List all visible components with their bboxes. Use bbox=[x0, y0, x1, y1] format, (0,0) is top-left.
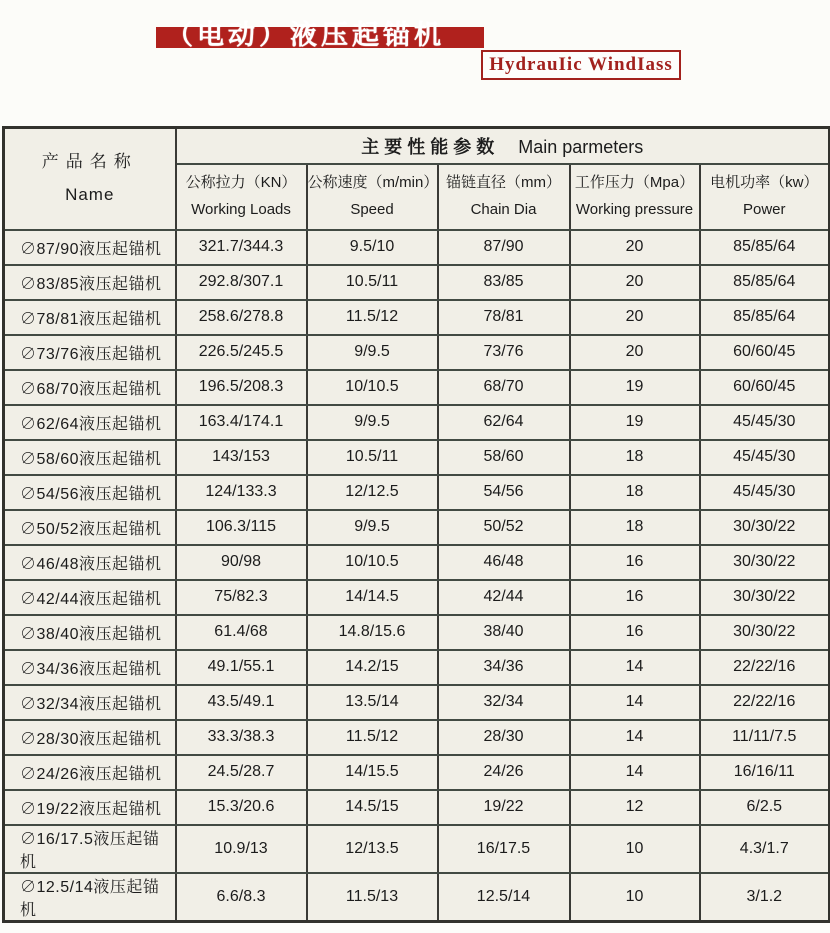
working-load-cell: 49.1/55.1 bbox=[176, 650, 307, 685]
product-name-cell: ∅34/36液压起锚机 bbox=[4, 650, 176, 685]
table-row bbox=[4, 300, 830, 335]
column-header-speed-zh: 公称速度（m/min） bbox=[307, 174, 439, 192]
product-name-cell: ∅24/26液压起锚机 bbox=[4, 755, 176, 790]
power-cell: 30/30/22 bbox=[700, 510, 830, 545]
page-subtitle: HydrauIic WindIass bbox=[489, 54, 673, 75]
pressure-cell: 20 bbox=[570, 230, 700, 265]
pressure-cell: 10 bbox=[570, 873, 700, 922]
column-header-power-en: Power bbox=[743, 200, 786, 218]
product-name-cell: ∅58/60液压起锚机 bbox=[4, 440, 176, 475]
working-load-cell: 24.5/28.7 bbox=[176, 755, 307, 790]
spec-table bbox=[2, 126, 830, 923]
speed-cell: 10/10.5 bbox=[307, 370, 438, 405]
speed-cell: 14/15.5 bbox=[307, 755, 438, 790]
column-header-working-loads-en: Working Loads bbox=[191, 200, 291, 218]
table-row bbox=[4, 755, 830, 790]
power-cell: 16/16/11 bbox=[700, 755, 830, 790]
chain-dia-cell: 28/30 bbox=[438, 720, 570, 755]
power-cell: 85/85/64 bbox=[700, 230, 830, 265]
product-name-cell: ∅62/64液压起锚机 bbox=[4, 405, 176, 440]
product-name-cell: ∅42/44液压起锚机 bbox=[4, 580, 176, 615]
pressure-cell: 18 bbox=[570, 510, 700, 545]
speed-cell: 14/14.5 bbox=[307, 580, 438, 615]
table-row bbox=[4, 230, 830, 265]
table-row bbox=[4, 720, 830, 755]
spec-table-body bbox=[4, 230, 830, 922]
chain-dia-cell: 38/40 bbox=[438, 615, 570, 650]
main-parameters-header-zh: 主要性能参数 bbox=[361, 136, 500, 157]
speed-cell: 9/9.5 bbox=[307, 510, 438, 545]
product-name-cell: ∅19/22液压起锚机 bbox=[4, 790, 176, 825]
product-name-cell: ∅68/70液压起锚机 bbox=[4, 370, 176, 405]
chain-dia-cell: 46/48 bbox=[438, 545, 570, 580]
table-row bbox=[4, 370, 830, 405]
column-header-power bbox=[700, 164, 830, 230]
product-name-cell: ∅46/48液压起锚机 bbox=[4, 545, 176, 580]
working-load-cell: 75/82.3 bbox=[176, 580, 307, 615]
column-header-power-zh: 电机功率（kw） bbox=[710, 174, 819, 192]
main-parameters-header-en: Main parmeters bbox=[518, 136, 644, 157]
column-header-speed bbox=[307, 164, 438, 230]
chain-dia-cell: 16/17.5 bbox=[438, 825, 570, 873]
table-row bbox=[4, 825, 830, 873]
table-row bbox=[4, 650, 830, 685]
power-cell: 30/30/22 bbox=[700, 545, 830, 580]
pressure-cell: 14 bbox=[570, 720, 700, 755]
working-load-cell: 196.5/208.3 bbox=[176, 370, 307, 405]
working-load-cell: 258.6/278.8 bbox=[176, 300, 307, 335]
chain-dia-cell: 50/52 bbox=[438, 510, 570, 545]
chain-dia-cell: 73/76 bbox=[438, 335, 570, 370]
chain-dia-cell: 24/26 bbox=[438, 755, 570, 790]
power-cell: 6/2.5 bbox=[700, 790, 830, 825]
column-header-speed-en: Speed bbox=[350, 200, 394, 218]
chain-dia-cell: 19/22 bbox=[438, 790, 570, 825]
speed-cell: 9/9.5 bbox=[307, 335, 438, 370]
pressure-cell: 12 bbox=[570, 790, 700, 825]
speed-cell: 11.5/13 bbox=[307, 873, 438, 922]
working-load-cell: 61.4/68 bbox=[176, 615, 307, 650]
product-name-cell: ∅28/30液压起锚机 bbox=[4, 720, 176, 755]
chain-dia-cell: 32/34 bbox=[438, 685, 570, 720]
product-name-cell: ∅12.5/14液压起锚机 bbox=[4, 873, 176, 922]
working-load-cell: 321.7/344.3 bbox=[176, 230, 307, 265]
main-parameters-header bbox=[176, 128, 830, 164]
column-header-working-pressure-en: Working pressure bbox=[575, 200, 694, 218]
table-row bbox=[4, 265, 830, 300]
working-load-cell: 106.3/115 bbox=[176, 510, 307, 545]
title-banner bbox=[156, 20, 484, 51]
power-cell: 60/60/45 bbox=[700, 335, 830, 370]
working-load-cell: 124/133.3 bbox=[176, 475, 307, 510]
pressure-cell: 14 bbox=[570, 650, 700, 685]
column-header-working-pressure-zh: 工作压力（Mpa） bbox=[574, 174, 695, 192]
pressure-cell: 14 bbox=[570, 685, 700, 720]
product-name-cell: ∅87/90液压起锚机 bbox=[4, 230, 176, 265]
speed-cell: 14.5/15 bbox=[307, 790, 438, 825]
working-load-cell: 292.8/307.1 bbox=[176, 265, 307, 300]
pressure-cell: 16 bbox=[570, 615, 700, 650]
speed-cell: 9.5/10 bbox=[307, 230, 438, 265]
speed-cell: 10/10.5 bbox=[307, 545, 438, 580]
speed-cell: 12/13.5 bbox=[307, 825, 438, 873]
power-cell: 30/30/22 bbox=[700, 580, 830, 615]
pressure-cell: 18 bbox=[570, 440, 700, 475]
column-header-chain-dia-zh: 锚链直径（mm） bbox=[446, 174, 561, 192]
product-name-cell: ∅38/40液压起锚机 bbox=[4, 615, 176, 650]
column-header-working-pressure bbox=[570, 164, 700, 230]
working-load-cell: 163.4/174.1 bbox=[176, 405, 307, 440]
chain-dia-cell: 12.5/14 bbox=[438, 873, 570, 922]
pressure-cell: 20 bbox=[570, 265, 700, 300]
chain-dia-cell: 87/90 bbox=[438, 230, 570, 265]
subtitle-box bbox=[481, 50, 681, 80]
speed-cell: 14.2/15 bbox=[307, 650, 438, 685]
table-row bbox=[4, 440, 830, 475]
power-cell: 3/1.2 bbox=[700, 873, 830, 922]
table-row bbox=[4, 873, 830, 922]
table-row bbox=[4, 335, 830, 370]
product-name-cell: ∅16/17.5液压起锚机 bbox=[4, 825, 176, 873]
table-row bbox=[4, 475, 830, 510]
column-header-chain-dia-en: Chain Dia bbox=[470, 200, 537, 218]
power-cell: 45/45/30 bbox=[700, 475, 830, 510]
speed-cell: 9/9.5 bbox=[307, 405, 438, 440]
working-load-cell: 6.6/8.3 bbox=[176, 873, 307, 922]
working-load-cell: 90/98 bbox=[176, 545, 307, 580]
speed-cell: 10.5/11 bbox=[307, 440, 438, 475]
chain-dia-cell: 42/44 bbox=[438, 580, 570, 615]
column-header-working-loads bbox=[176, 164, 307, 230]
spec-table-header bbox=[4, 128, 830, 230]
power-cell: 45/45/30 bbox=[700, 405, 830, 440]
working-load-cell: 143/153 bbox=[176, 440, 307, 475]
column-header-product-name-en: Name bbox=[65, 184, 115, 204]
chain-dia-cell: 62/64 bbox=[438, 405, 570, 440]
chain-dia-cell: 68/70 bbox=[438, 370, 570, 405]
product-name-cell: ∅32/34液压起锚机 bbox=[4, 685, 176, 720]
speed-cell: 11.5/12 bbox=[307, 300, 438, 335]
power-cell: 85/85/64 bbox=[700, 300, 830, 335]
pressure-cell: 20 bbox=[570, 335, 700, 370]
working-load-cell: 43.5/49.1 bbox=[176, 685, 307, 720]
product-name-cell: ∅73/76液压起锚机 bbox=[4, 335, 176, 370]
power-cell: 30/30/22 bbox=[700, 615, 830, 650]
speed-cell: 10.5/11 bbox=[307, 265, 438, 300]
working-load-cell: 15.3/20.6 bbox=[176, 790, 307, 825]
chain-dia-cell: 54/56 bbox=[438, 475, 570, 510]
column-header-working-loads-zh: 公称拉力（KN） bbox=[185, 174, 297, 192]
table-row bbox=[4, 405, 830, 440]
power-cell: 4.3/1.7 bbox=[700, 825, 830, 873]
power-cell: 22/22/16 bbox=[700, 650, 830, 685]
pressure-cell: 18 bbox=[570, 475, 700, 510]
power-cell: 11/11/7.5 bbox=[700, 720, 830, 755]
power-cell: 22/22/16 bbox=[700, 685, 830, 720]
pressure-cell: 16 bbox=[570, 545, 700, 580]
pressure-cell: 10 bbox=[570, 825, 700, 873]
product-name-cell: ∅78/81液压起锚机 bbox=[4, 300, 176, 335]
chain-dia-cell: 58/60 bbox=[438, 440, 570, 475]
table-row bbox=[4, 615, 830, 650]
chain-dia-cell: 83/85 bbox=[438, 265, 570, 300]
speed-cell: 14.8/15.6 bbox=[307, 615, 438, 650]
power-cell: 45/45/30 bbox=[700, 440, 830, 475]
table-row bbox=[4, 510, 830, 545]
product-name-cell: ∅83/85液压起锚机 bbox=[4, 265, 176, 300]
working-load-cell: 33.3/38.3 bbox=[176, 720, 307, 755]
working-load-cell: 10.9/13 bbox=[176, 825, 307, 873]
power-cell: 85/85/64 bbox=[700, 265, 830, 300]
table-row bbox=[4, 545, 830, 580]
pressure-cell: 16 bbox=[570, 580, 700, 615]
column-header-product-name bbox=[4, 128, 176, 230]
speed-cell: 12/12.5 bbox=[307, 475, 438, 510]
table-row bbox=[4, 685, 830, 720]
working-load-cell: 226.5/245.5 bbox=[176, 335, 307, 370]
pressure-cell: 14 bbox=[570, 755, 700, 790]
table-row bbox=[4, 790, 830, 825]
chain-dia-cell: 34/36 bbox=[438, 650, 570, 685]
pressure-cell: 19 bbox=[570, 405, 700, 440]
product-name-cell: ∅54/56液压起锚机 bbox=[4, 475, 176, 510]
column-header-product-name-zh: 产品名称 bbox=[41, 152, 138, 172]
chain-dia-cell: 78/81 bbox=[438, 300, 570, 335]
page-title: （电动）液压起锚机 bbox=[166, 20, 445, 51]
table-row bbox=[4, 580, 830, 615]
column-header-chain-dia bbox=[438, 164, 570, 230]
speed-cell: 11.5/12 bbox=[307, 720, 438, 755]
pressure-cell: 19 bbox=[570, 370, 700, 405]
pressure-cell: 20 bbox=[570, 300, 700, 335]
speed-cell: 13.5/14 bbox=[307, 685, 438, 720]
product-name-cell: ∅50/52液压起锚机 bbox=[4, 510, 176, 545]
power-cell: 60/60/45 bbox=[700, 370, 830, 405]
